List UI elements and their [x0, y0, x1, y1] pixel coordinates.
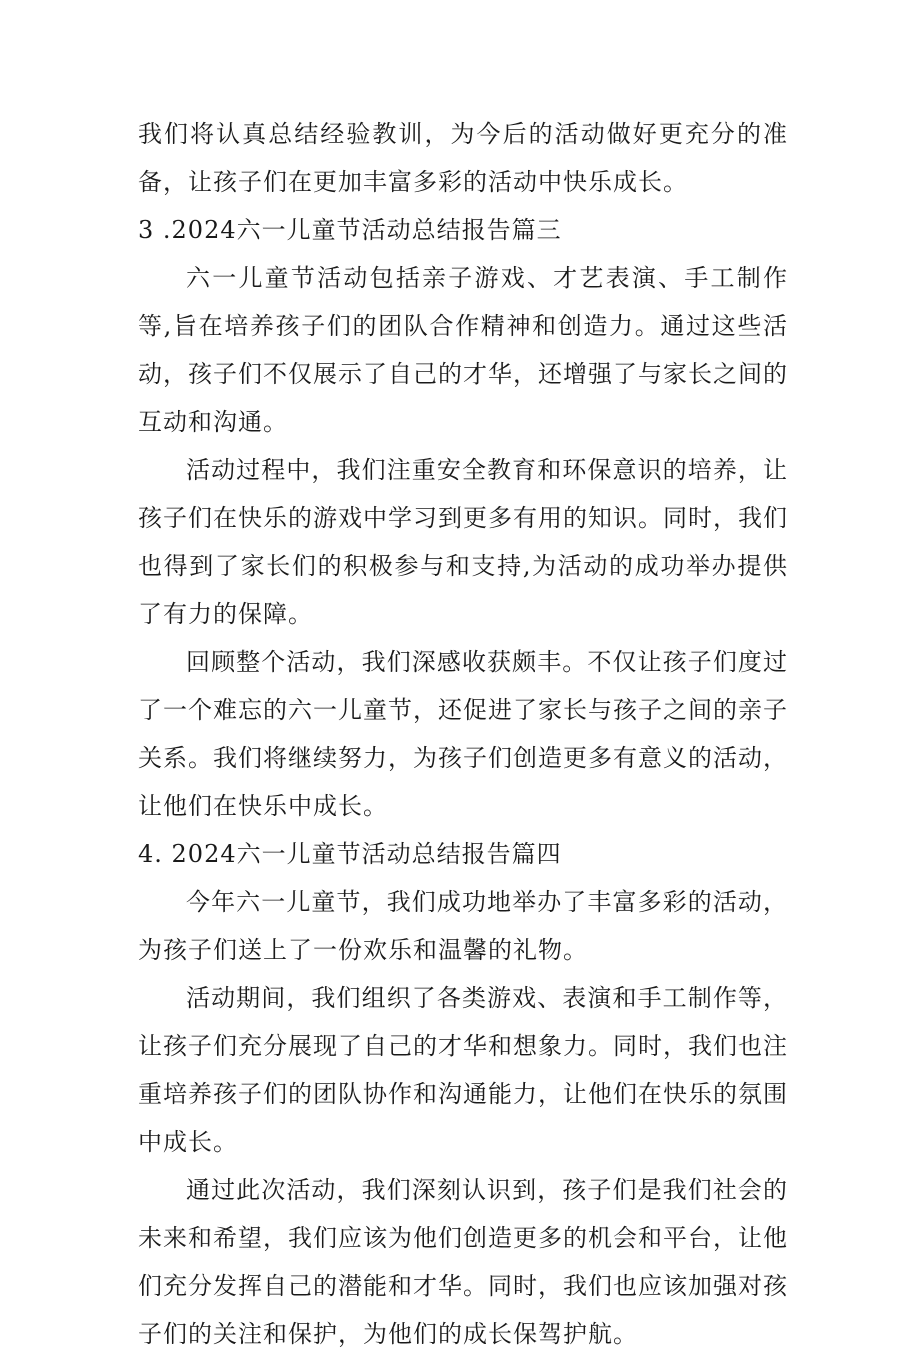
section4-paragraph-3: 通过此次活动，我们深刻认识到，孩子们是我们社会的未来和希望，我们应该为他们创造更多的机会和平台，让他们充分发挥自己的潜能和才华。同时，我们也应该加强对孩子们的关注和保护，为他们的成长保驾护航。: [138, 1176, 788, 1348]
section-heading-3: 3 .2024六一儿童节活动总结报告篇三: [138, 216, 562, 244]
section3-paragraph-2: 活动过程中，我们注重安全教育和环保意识的培养，让孩子们在快乐的游戏中学习到更多有用的知识。同时，我们也得到了家长们的积极参与和支持,为活动的成功举办提供了有力的保障。: [138, 456, 788, 628]
intro-paragraph: 我们将认真总结经验教训，为今后的活动做好更充分的准备，让孩子们在更加丰富多彩的活动中快乐成长。: [138, 120, 788, 196]
section-heading-4: 4. 2024六一儿童节活动总结报告篇四: [138, 840, 562, 868]
document-body: [138, 110, 788, 1358]
section4-paragraph-1: 今年六一儿童节，我们成功地举办了丰富多彩的活动，为孩子们送上了一份欢乐和温馨的礼物。: [138, 888, 788, 964]
section4-paragraph-2: 活动期间，我们组织了各类游戏、表演和手工制作等，让孩子们充分展现了自己的才华和想象力。同时，我们也注重培养孩子们的团队协作和沟通能力，让他们在快乐的氛围中成长。: [138, 984, 788, 1156]
section3-paragraph-1: 六一儿童节活动包括亲子游戏、才艺表演、手工制作等,旨在培养孩子们的团队合作精神和创造力。通过这些活动，孩子们不仅展示了自己的才华，还增强了与家长之间的互动和沟通。: [138, 264, 788, 436]
section3-paragraph-3: 回顾整个活动，我们深感收获颇丰。不仅让孩子们度过了一个难忘的六一儿童节，还促进了家长与孩子之间的亲子关系。我们将继续努力，为孩子们创造更多有意义的活动，让他们在快乐中成长。: [138, 648, 788, 820]
